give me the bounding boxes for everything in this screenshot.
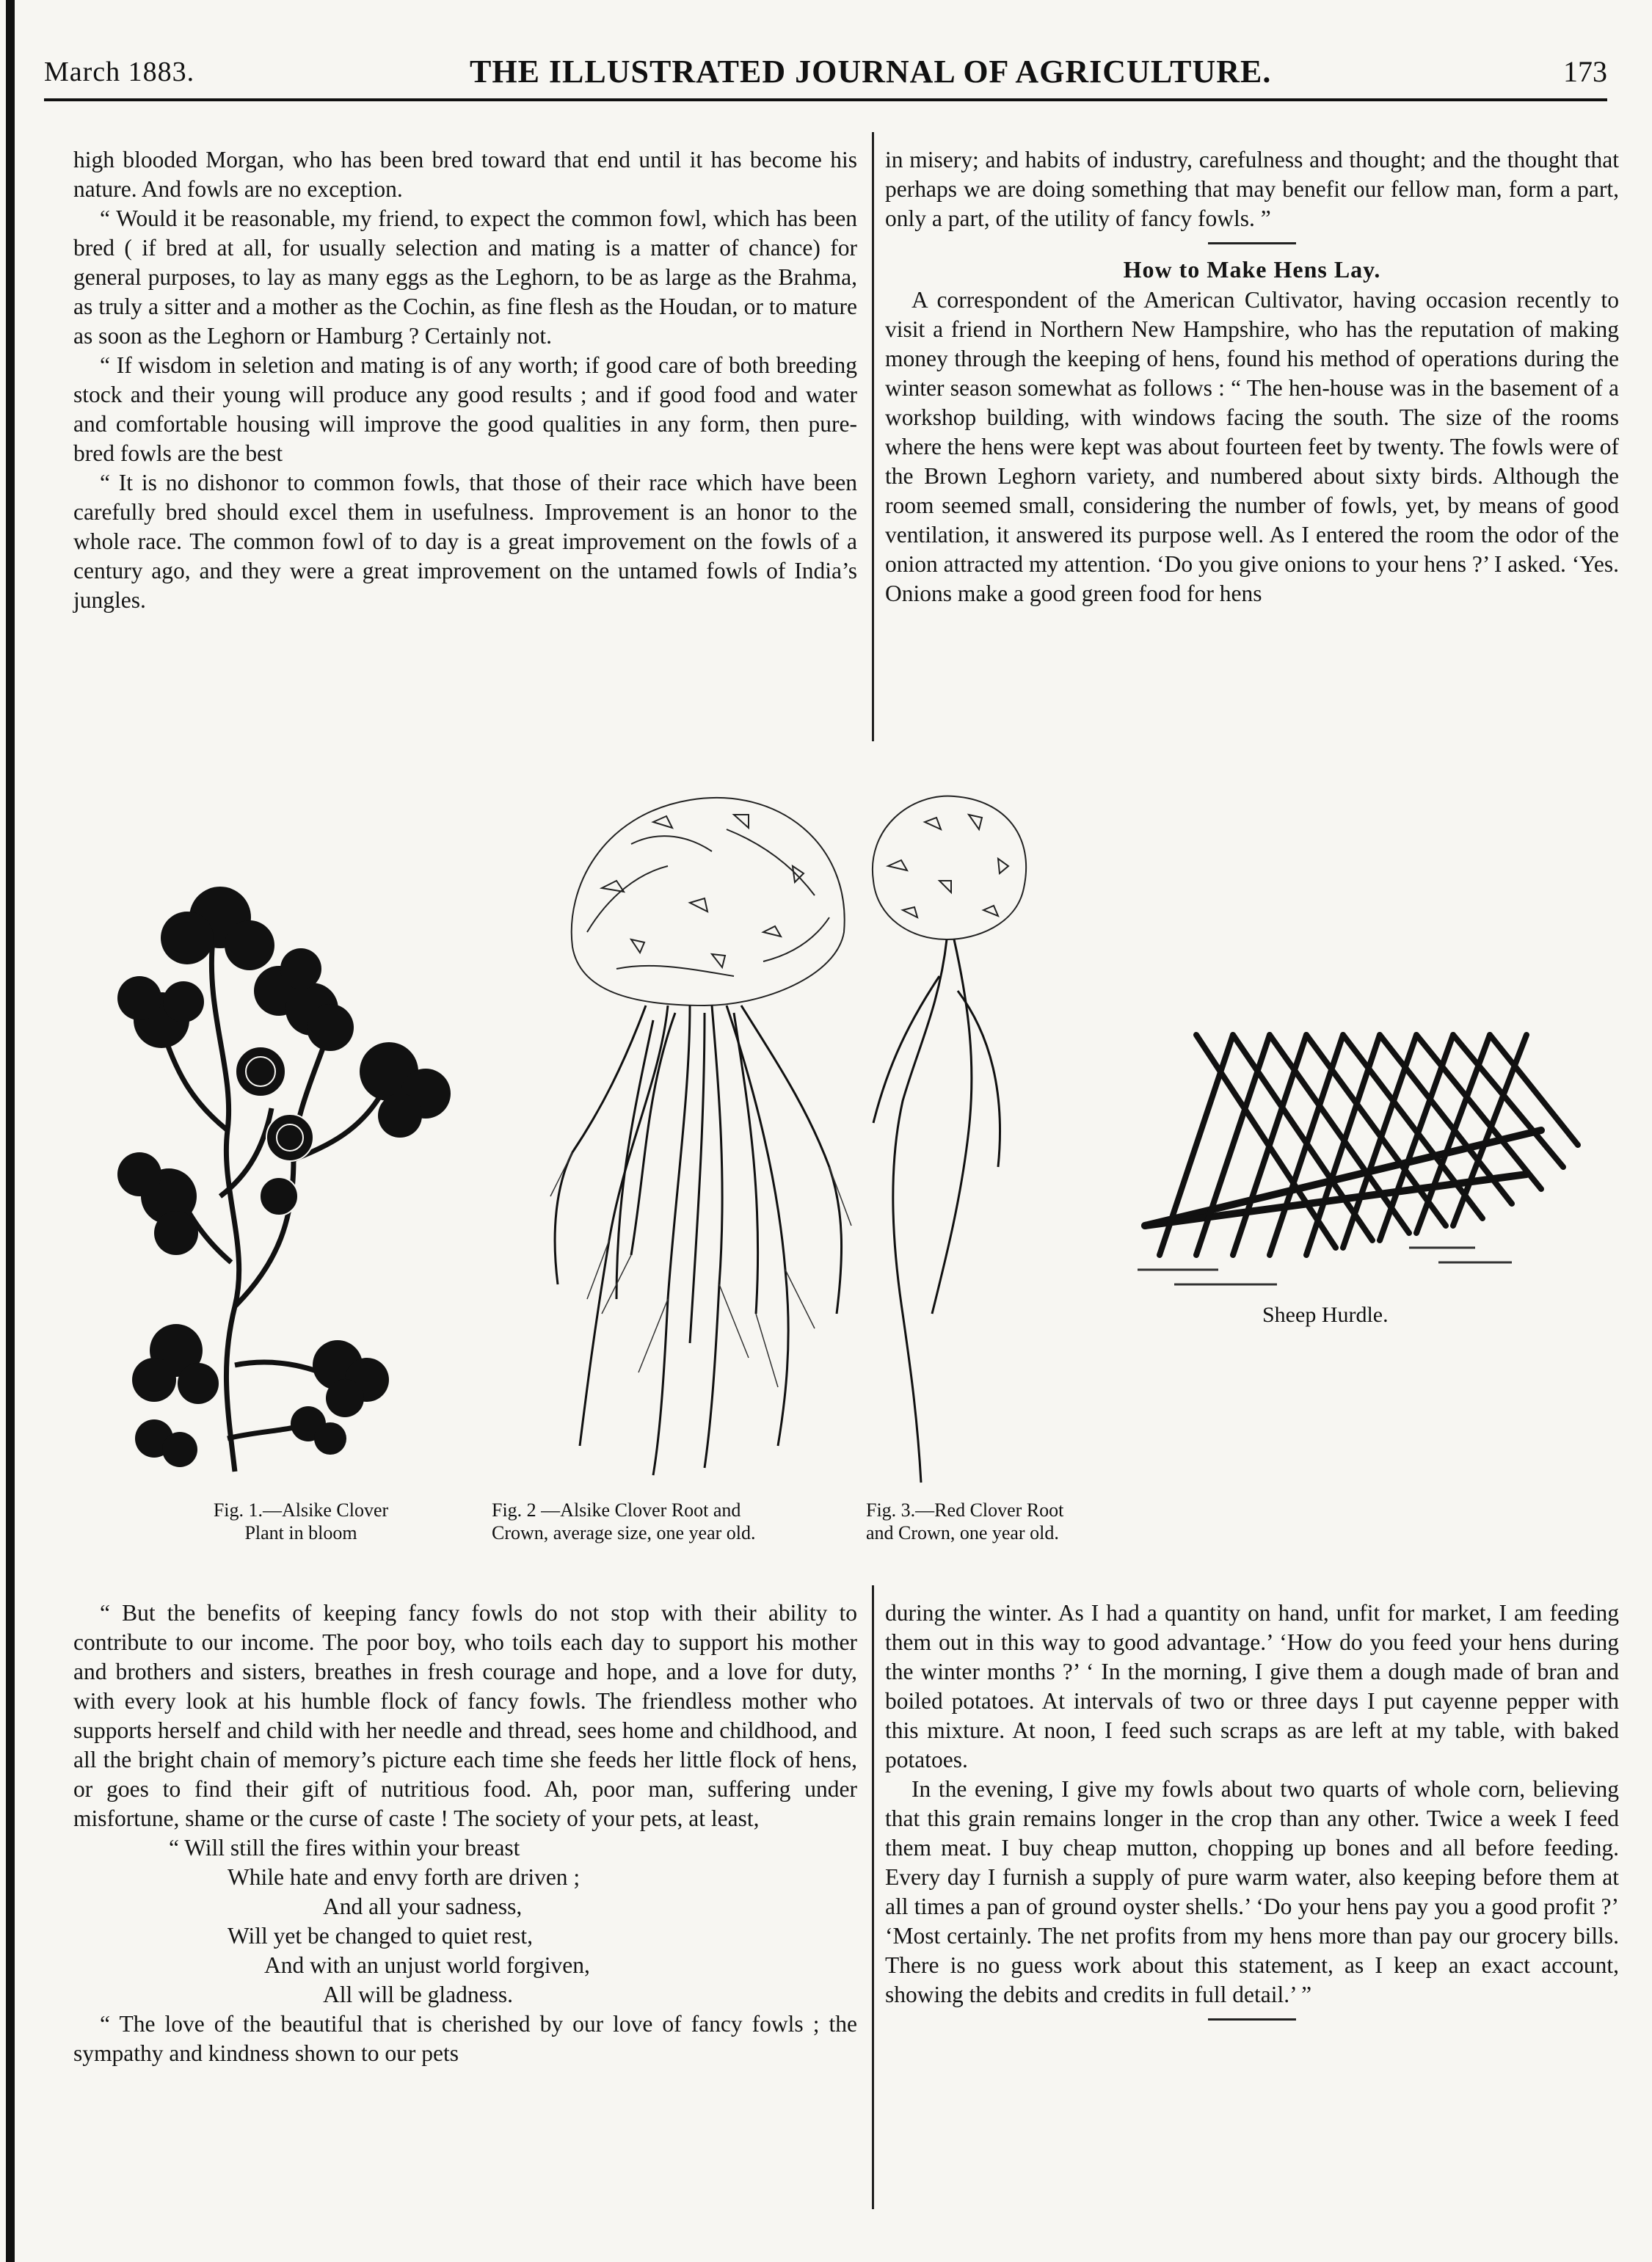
page-edge-bar xyxy=(6,0,15,2262)
end-rule xyxy=(1208,2018,1296,2021)
bottom-left-column xyxy=(73,1599,857,2068)
alsike-clover-root-illustration xyxy=(543,785,866,1490)
paragraph: A correspondent of the American Cultivator, having occasion recently to visit a friend in Northern New Hampshire, who has the reputation of making money through the keeping of hens, found his method of operations during the winter season somewhat as follows : “ The hen-house was in the basement of a workshop building, with windows facing the south. The size of the rooms where the hens were kept was about fourteen feet by twenty. The fowls were of the Brown Leghorn variety, and numbered about sixty birds. Although the room seemed small, considering the number of fowls, yet, by means of good ventilation, it answered its purpose well. As I entered the room the odor of the onion attracted my attention. ‘Do you give onions to your hens ?’ I asked. ‘Yes. Onions make a good green food for hens xyxy=(885,287,1619,606)
paragraph: “ If wisdom in seletion and mating is of any worth; if good care of both breeding stock and their young will produce any good results ; and if good food and water and comfortable housing will improve the good qualities in any form, then pure-bred fowls are the best xyxy=(73,352,857,466)
caption-line: Fig. 1.—Alsike Clover xyxy=(213,1499,389,1521)
hurdle-caption: Sheep Hurdle. xyxy=(1262,1303,1389,1327)
paragraph: “ But the benefits of keeping fancy fowls do not stop with their ability to contribute to our income. The poor boy, who toils each day to support his mother and brothers and sisters, breathes in fresh courage and hope, and a love for duty, with every look at his humble flock of fancy fowls. The friendless mother who supports herself and child with her needle and thread, sees home and childhood, and all the bright chain of memory’s picture each time she feeds her little flock of hens, or goes to find their gift of nutritious food. Ah, poor man, suffering under misfortune, shame or the curse of caste ! The society of your pets, at least, xyxy=(73,1600,857,1831)
verse-line: And all your sadness, xyxy=(323,1894,523,1919)
bottom-column-divider xyxy=(872,1585,874,2209)
top-left-column xyxy=(73,145,857,615)
page-number: 173 xyxy=(1563,55,1607,88)
top-column-divider xyxy=(872,132,874,741)
verse-line: “ Will still the fires within your breast xyxy=(169,1835,520,1861)
caption-line: Crown, average size, one year old. xyxy=(492,1522,756,1543)
alsike-clover-plant-illustration xyxy=(110,851,477,1483)
issue-date: March 1883. xyxy=(44,57,195,87)
verse-line: While hate and envy forth are driven ; xyxy=(228,1864,581,1890)
paragraph: In the evening, I give my fowls about two quarts of whole corn, believing that this grain remains longer in the crop than any other. Twice a week I feed them meat. I buy cheap mutton, chopping up bones and all before feeding. Every day I furnish a supply of pure warm water, also keeping before them at all times a pan of ground oyster shells.’ ‘Do your hens pay you a good profit ?’ ‘Most certainly. The net profits from my hens more than pay our grocery bills. There is no guess work about this statement, as I keep an exact account, showing the debits and credits in full detail.’ ” xyxy=(885,1776,1619,2007)
top-right-column xyxy=(885,145,1619,608)
paragraph: in misery; and habits of industry, carefulness and thought; and the thought that perhaps we are doing something that may benefit our fellow man, form a part, only a part, of the utility of fancy fowls. ” xyxy=(885,147,1619,231)
verse-line: And with an unjust world forgiven, xyxy=(264,1952,590,1978)
journal-title: THE ILLUSTRATED JOURNAL OF AGRICULTURE. xyxy=(470,54,1272,90)
header-rule xyxy=(44,98,1607,101)
paragraph: “ Would it be reasonable, my friend, to expect the common fowl, which has been bred ( if bred at all, for usually selection and mating is a matter of chance) for general purposes, to lay as many eggs as the Leghorn, to be as large as the Brahma, as truly a sitter and a mother as the Cochin, as fine flesh as the Houdan, or to mature as soon as the Leghorn or Hamburg ? Certainly not. xyxy=(73,206,857,349)
paragraph: high blooded Morgan, who has been bred toward that end until it has become his nature. And fowls are no exception. xyxy=(73,147,857,202)
red-clover-root-illustration xyxy=(859,785,1035,1505)
page-header xyxy=(44,47,1607,98)
fig3-caption xyxy=(866,1499,1174,1544)
bottom-right-column xyxy=(885,1599,1619,2031)
caption-line: Fig. 3.—Red Clover Root xyxy=(866,1499,1064,1521)
section-rule xyxy=(1208,242,1296,244)
caption-line: and Crown, one year old. xyxy=(866,1522,1059,1543)
verse-line: Will yet be changed to quiet rest, xyxy=(228,1923,533,1949)
fig2-caption xyxy=(492,1499,859,1544)
article-heading: How to Make Hens Lay. xyxy=(1123,256,1381,283)
fig1-caption xyxy=(161,1499,440,1544)
paragraph: “ The love of the beautiful that is cherished by our love of fancy fowls ; the sympathy and kindness shown to our pets xyxy=(73,2011,857,2066)
caption-line: Fig. 2 —Alsike Clover Root and xyxy=(492,1499,741,1521)
paragraph: “ It is no dishonor to common fowls, that those of their race which have been carefully bred should excel them in usefulness. Improvement is an honor to the whole race. The common fowl of to day is a great improvement on the fowls of a century ago, and they were a great improvement on the untamed fowls of India’s jungles. xyxy=(73,470,857,613)
verse-line: All will be gladness. xyxy=(323,1982,513,2007)
caption-line: Plant in bloom xyxy=(244,1522,357,1543)
sheep-hurdle-illustration xyxy=(1130,1005,1593,1314)
paragraph: during the winter. As I had a quantity on hand, unfit for market, I am feeding them out in this way to good advantage.’ ‘How do you feed your hens during the winter months ?’ ‘ In the morning, I give them a dough made of bran and boiled potatoes. At intervals of two or three days I put cayenne pepper with this mixture. At noon, I feed such scraps as are left at my table, with baked potatoes. xyxy=(885,1600,1619,1772)
